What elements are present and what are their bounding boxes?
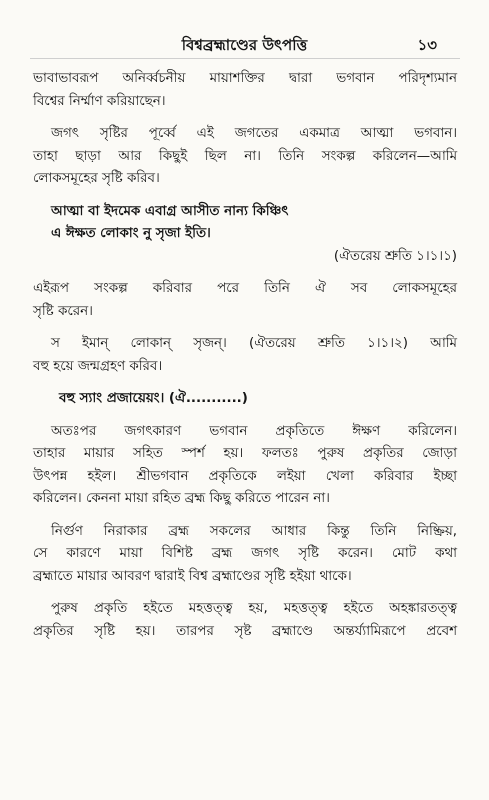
text-line: পুরুষ প্রকৃতি হইতে মহত্তত্ত্ব হয়, মহত্তত্ত্ব হইতে অহঙ্কারতত্ত্ব bbox=[51, 601, 457, 616]
text-line: সৃষ্টি করেন। bbox=[33, 303, 93, 319]
text-line: বিশ্বের নির্ম্মাণ করিয়াছেন। bbox=[33, 93, 166, 109]
text-line: জগৎ সৃষ্টির পূর্ব্বে এই জগতের একমাত্র আত্মা ভগবান। bbox=[51, 126, 457, 141]
page-body bbox=[33, 68, 457, 643]
text-line: প্রকৃতির সৃষ্টি হয়। তারপর সৃষ্ট ব্রহ্মাণ্ডে অন্তর্য্যামিরূপে প্রবেশ bbox=[33, 623, 457, 639]
sanskrit-verse-line: এ ঈক্ষত লোকাং নু সৃজা ইতি। bbox=[51, 226, 211, 241]
text-line: বহু হয়ে জন্মগ্রহণ করিব। bbox=[33, 358, 163, 374]
text-line: লোকসমূহের সৃষ্টি করিব। bbox=[33, 171, 160, 186]
text-line: উৎপন্ন হইল। শ্রীভগবান প্রকৃতিকে লইয়া খেলা করিবার ইচ্ছা bbox=[33, 468, 457, 484]
verse-citation: (ঐতরেয় শ্রুতি ১।১।১) bbox=[333, 248, 457, 264]
sanskrit-verse-line: আত্মা বা ইদমেক এবাগ্র আসীত নান্য কিঞ্চিৎ bbox=[51, 203, 289, 219]
page-number: ১৩ bbox=[417, 36, 437, 54]
text-line: ব্রহ্মাতে মায়ার আবরণ দ্বারাই বিশ্ব ব্রহ্মাণ্ডের সৃষ্টি হইয়া থাকে। bbox=[33, 568, 352, 584]
header-divider bbox=[30, 58, 460, 59]
text-line: এইরূপ সংকল্প করিবার পরে তিনি ঐ সব লোকসমূহের bbox=[33, 281, 457, 296]
text-line: ভাবাভাবরূপ অনির্ব্বচনীয় মায়াশক্তির দ্বারা ভগবান পরিদৃশ্যমান bbox=[33, 71, 457, 86]
text-line: স ইমান্ লোকান্ সৃজন্। (ঐতরেয় শ্রুতি ১।১।২) আমি bbox=[51, 336, 457, 351]
text-line: অতঃপর জগৎকারণ ভগবান প্রকৃতিতে ঈক্ষণ করিলেন। bbox=[51, 423, 457, 439]
text-line: নির্গুণ নিরাকার ব্রহ্ম সকলের আধার কিন্তু তিনি নিষ্ক্রিয়, bbox=[51, 523, 457, 539]
running-title: বিশ্বব্রহ্মাণ্ডের উৎপত্তি bbox=[181, 36, 308, 54]
text-line: তাহা ছাড়া আর কিছুই ছিল না। তিনি সংকল্প করিলেন—আমি bbox=[33, 148, 457, 164]
text-line: তাহার মায়ার সহিত স্পর্শ হয়। ফলতঃ পুরুষ প্রকৃতির জোড়া bbox=[33, 446, 457, 461]
text-line: করিলেন। কেননা মায়া রহিত ব্রহ্ম কিছু করিতে পারেন না। bbox=[33, 491, 330, 506]
text-line: সে কারণে মায়া বিশিষ্ট ব্রহ্ম জগৎ সৃষ্টি করেন। মোট কথা bbox=[33, 546, 457, 561]
page-header bbox=[0, 34, 489, 60]
sanskrit-verse-line: বহু স্যাং প্রজায়েয়ং। (ঐ...........) bbox=[59, 391, 248, 406]
